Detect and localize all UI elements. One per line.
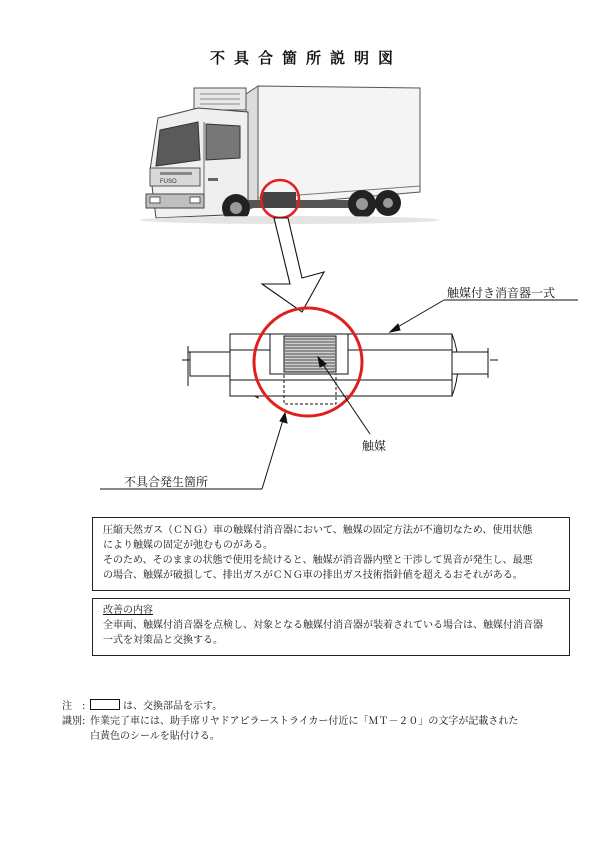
note-text: は、交換部品を示す。: [123, 701, 223, 712]
replacement-part-swatch: [90, 699, 120, 710]
zoom-arrow: [262, 218, 324, 312]
defect-description-box: [92, 517, 570, 591]
improvement-heading: 改善の内容: [103, 605, 153, 616]
truck-brand: FUSO: [160, 179, 177, 185]
improvement-box: [92, 598, 570, 656]
catalyst-label: 触媒: [362, 439, 387, 453]
identification-key: 識別: [62, 716, 82, 727]
identification-line: 作業完了車には、助手席リヤドアピラーストライカー付近に「ＭＴ－２０」の文字が記載された: [90, 716, 519, 727]
description-line: の場合、触媒が破損して、排出ガスがＣＮＧ車の排出ガス技術指針値を超えるおそれがある。: [103, 570, 523, 581]
assembly-label: 触媒付き消音器一式: [447, 286, 556, 300]
description-line: により触媒の固定が弛むものがある。: [103, 540, 273, 551]
improvement-line: 全車両、触媒付消音器を点検し、対象となる触媒付消音器が装着されている場合は、触媒付消音器: [103, 620, 543, 631]
note-key: 注: [62, 701, 72, 712]
description-line: 圧縮天然ガス（ＣＮＧ）車の触媒付消音器において、触媒の固定方法が不適切なため、使用状態: [103, 525, 533, 536]
description-line: そのため、そのままの状態で使用を続けると、触媒が消音器内壁と干渉して異音が発生し、最悪: [103, 555, 533, 566]
identification-line: 白黄色のシールを貼付ける。: [90, 731, 220, 742]
truck-illustration: [140, 86, 440, 224]
improvement-line: 一式を対策品と交換する。: [103, 635, 223, 646]
page-title: 不具合箇所説明図: [209, 49, 402, 67]
defect-location-label: 不具合発生箇所: [124, 475, 209, 489]
muffler-diagram: [182, 334, 498, 404]
notes-section: 注 : は、交換部品を示す。 識別 : 作業完了車には、助手席リヤドアピラーストライカー付近に「ＭＴ－２０」の文字が記載された 白黄色のシールを貼付ける。: [62, 701, 519, 742]
